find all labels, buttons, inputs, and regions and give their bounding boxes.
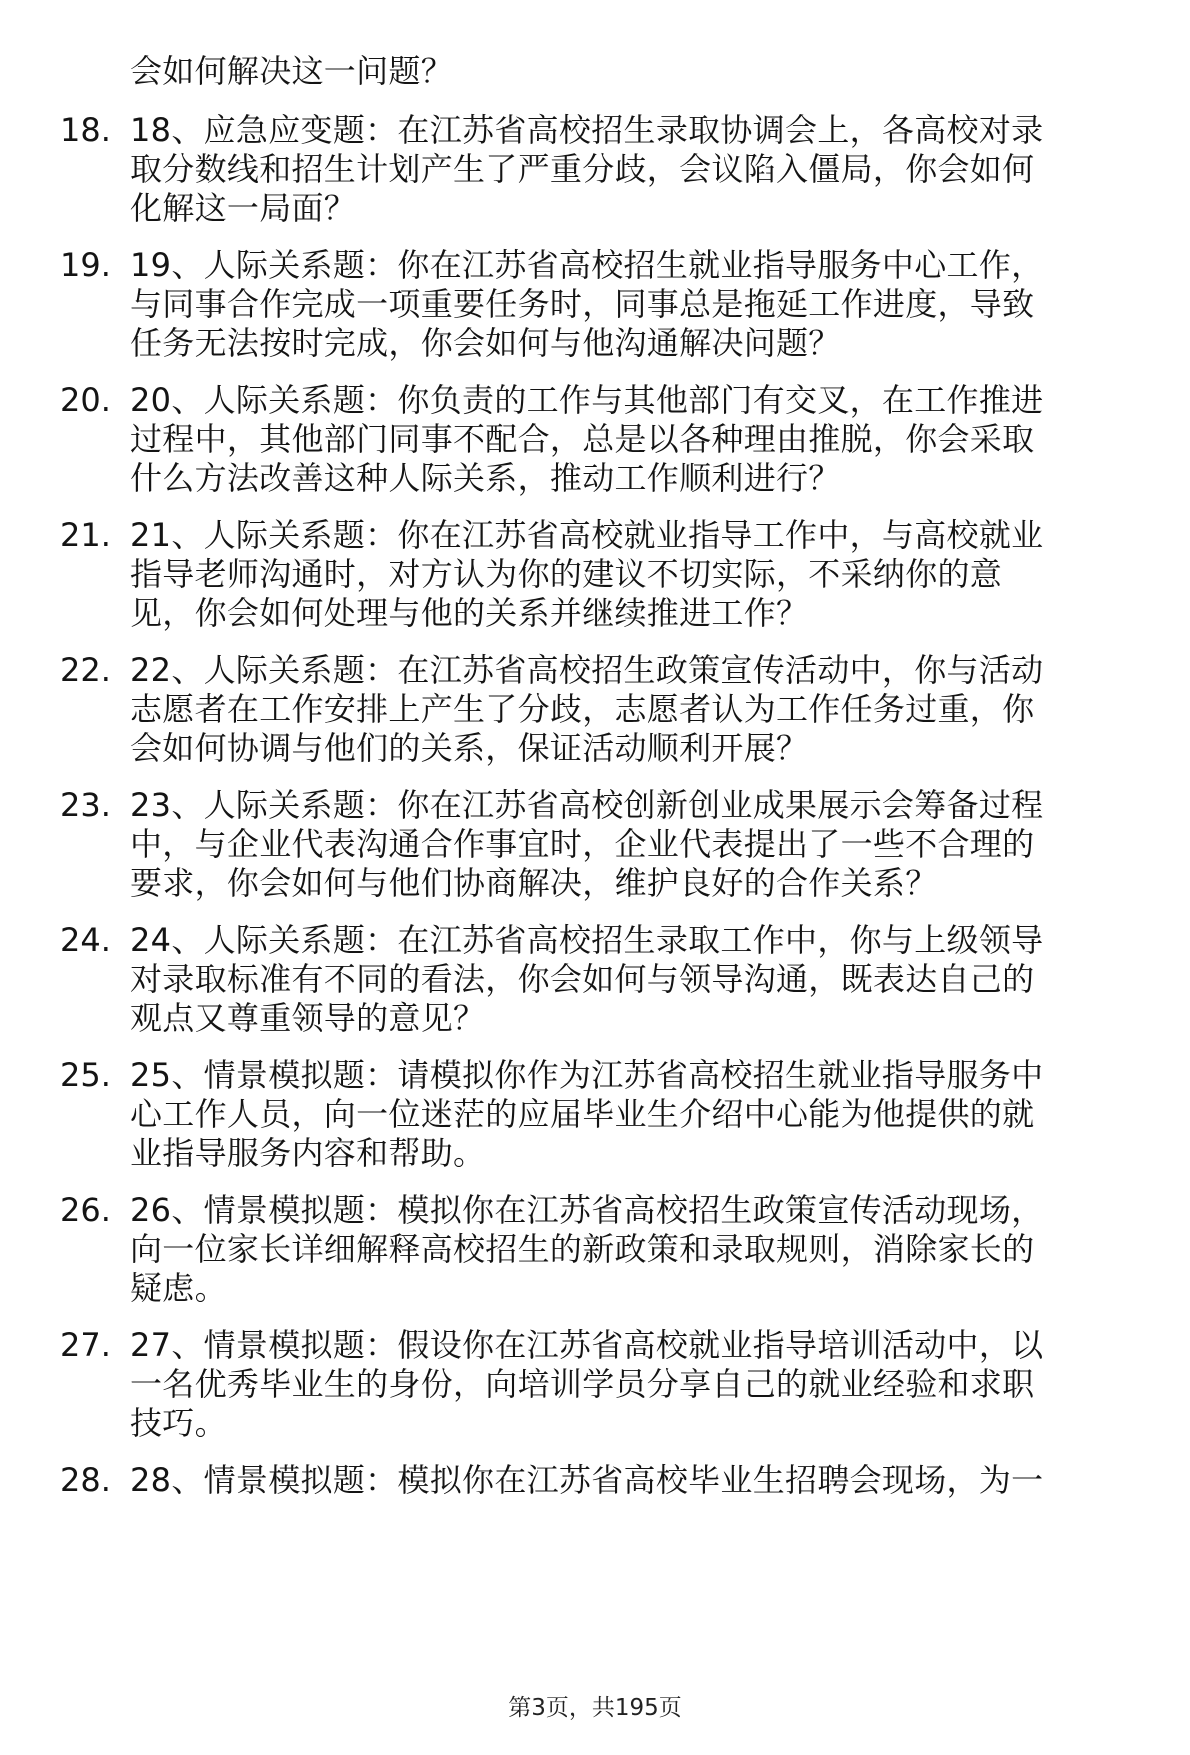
question-line: 取分数线和招生计划产生了严重分歧，会议陷入僵局，你会如何 <box>130 150 1035 188</box>
list-number: 20. <box>60 381 111 419</box>
question-line: 中，与企业代表沟通合作事宜时，企业代表提出了一些不合理的 <box>130 825 1035 863</box>
continuation-line: 会如何解决这一问题？ <box>130 52 454 90</box>
question-line: 志愿者在工作安排上产生了分歧，志愿者认为工作任务过重，你 <box>130 690 1035 728</box>
page-footer: 第3页，共195页 <box>508 1695 682 1721</box>
question-line: 对录取标准有不同的看法，你会如何与领导沟通，既表达自己的 <box>130 960 1035 998</box>
list-number: 18. <box>60 111 111 149</box>
list-number: 25. <box>60 1056 111 1094</box>
question-line: 化解这一局面？ <box>130 189 357 227</box>
question-line: 24、人际关系题：在江苏省高校招生录取工作中，你与上级领导 <box>130 921 1044 959</box>
question-line: 与同事合作完成一项重要任务时，同事总是拖延工作进度，导致 <box>130 285 1035 323</box>
list-number: 27. <box>60 1326 111 1364</box>
question-line: 26、情景模拟题：模拟你在江苏省高校招生政策宣传活动现场， <box>130 1191 1044 1229</box>
list-number: 26. <box>60 1191 111 1229</box>
question-line: 要求，你会如何与他们协商解决，维护良好的合作关系？ <box>130 864 938 902</box>
question-line: 18、应急应变题：在江苏省高校招生录取协调会上，各高校对录 <box>130 111 1044 149</box>
question-line: 见，你会如何处理与他的关系并继续推进工作？ <box>130 594 809 632</box>
question-line: 向一位家长详细解释高校招生的新政策和录取规则，消除家长的 <box>130 1230 1035 1268</box>
question-line: 20、人际关系题：你负责的工作与其他部门有交叉，在工作推进 <box>130 381 1044 419</box>
list-number: 19. <box>60 246 111 284</box>
list-number: 24. <box>60 921 111 959</box>
list-number: 22. <box>60 651 111 689</box>
question-line: 什么方法改善这种人际关系，推动工作顺利进行？ <box>130 459 841 497</box>
question-line: 心工作人员，向一位迷茫的应届毕业生介绍中心能为他提供的就 <box>130 1095 1035 1133</box>
question-line: 23、人际关系题：你在江苏省高校创新创业成果展示会筹备过程 <box>130 786 1044 824</box>
list-number: 21. <box>60 516 111 554</box>
question-line: 观点又尊重领导的意见？ <box>130 999 486 1037</box>
question-line: 28、情景模拟题：模拟你在江苏省高校毕业生招聘会现场，为一 <box>130 1461 1044 1499</box>
question-line: 19、人际关系题：你在江苏省高校招生就业指导服务中心工作， <box>130 246 1044 284</box>
list-number: 23. <box>60 786 111 824</box>
list-number: 28. <box>60 1461 111 1499</box>
question-line: 22、人际关系题：在江苏省高校招生政策宣传活动中，你与活动 <box>130 651 1044 689</box>
question-line: 技巧。 <box>130 1404 227 1442</box>
question-line: 21、人际关系题：你在江苏省高校就业指导工作中，与高校就业 <box>130 516 1044 554</box>
question-line: 27、情景模拟题：假设你在江苏省高校就业指导培训活动中，以 <box>130 1326 1044 1364</box>
question-line: 25、情景模拟题：请模拟你作为江苏省高校招生就业指导服务中 <box>130 1056 1044 1094</box>
question-line: 一名优秀毕业生的身份，向培训学员分享自己的就业经验和求职 <box>130 1365 1035 1403</box>
question-line: 业指导服务内容和帮助。 <box>130 1134 486 1172</box>
question-line: 过程中，其他部门同事不配合，总是以各种理由推脱，你会采取 <box>130 420 1035 458</box>
question-line: 疑虑。 <box>130 1269 227 1307</box>
question-line: 任务无法按时完成，你会如何与他沟通解决问题？ <box>130 324 841 362</box>
question-line: 指导老师沟通时，对方认为你的建议不切实际，不采纳你的意 <box>130 555 1003 593</box>
question-line: 会如何协调与他们的关系，保证活动顺利开展？ <box>130 729 809 767</box>
